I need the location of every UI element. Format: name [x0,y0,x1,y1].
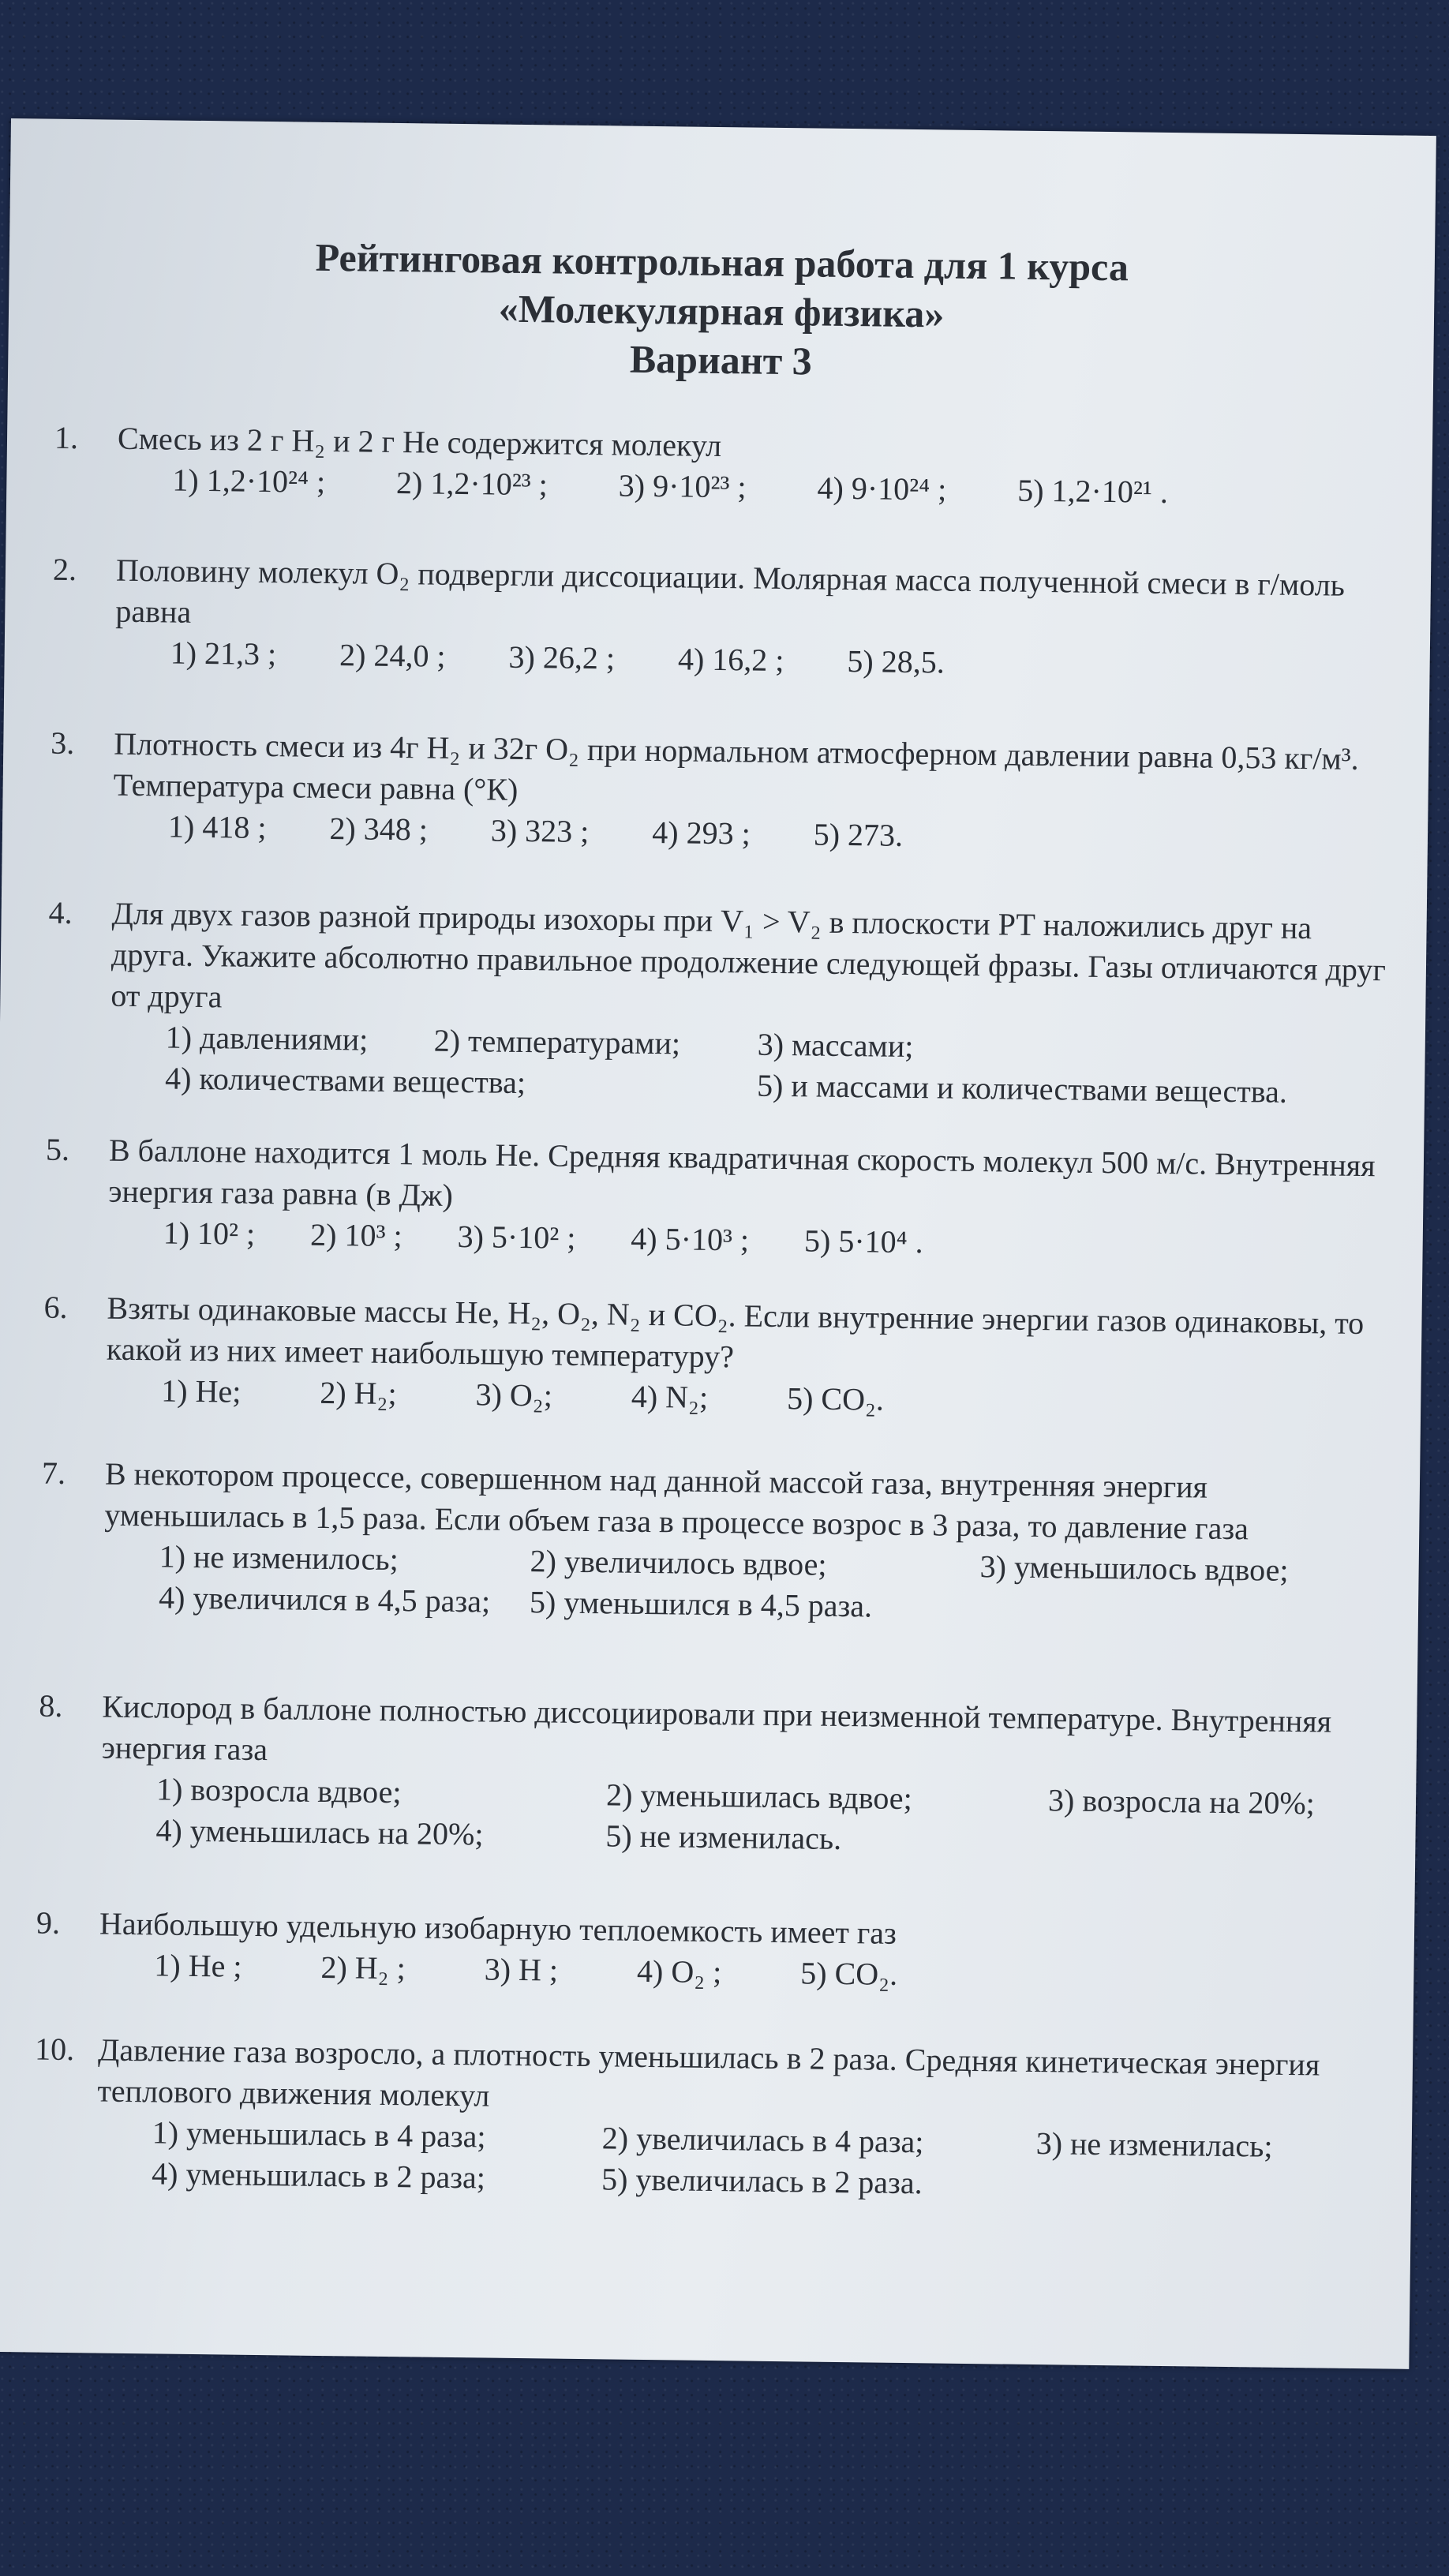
answer-option: 2) уменьшилась вдвое; [605,1777,912,1817]
answer-option: 3) O₂; [475,1376,553,1413]
answer-option: 3) 26,2 ; [508,638,616,676]
answer-option: 3) возросла на 20%; [1047,1782,1316,1822]
answer-option: 3) 5·10² ; [457,1219,576,1256]
answer-option: 5) CO₂. [786,1380,885,1417]
question-3 [50,723,1398,863]
question-text: Наибольшую удельную изобарную теплоемкость имеет газ [99,1905,897,1951]
question-number: 6. [43,1289,68,1325]
answer-option: 1) He; [161,1372,242,1410]
answer-option: 5) 1,2·10²¹ . [1017,472,1169,510]
question-number: 10. [34,2031,75,2068]
answer-option: 3) H ; [484,1951,559,1988]
answer-option: 1) 10² ; [163,1215,256,1252]
question-number: 9. [36,1904,61,1941]
page-header [8,229,1435,393]
question-number: 1. [54,419,79,456]
question-9 [36,1903,1383,2001]
answer-option: 5) CO₂. [800,1955,898,1992]
question-2 [51,549,1399,689]
answer-option: 4) O₂ ; [636,1953,722,1990]
answer-option: 2) 10³ ; [309,1216,402,1254]
header-variant: Вариант 3 [629,336,813,384]
answer-option: 2) 24,0 ; [339,637,446,674]
answer-option: 3) 9·10²³ ; [618,467,747,505]
answer-option: 4) 293 ; [652,814,751,852]
question-number: 8. [39,1687,63,1724]
answer-option: 4) 16,2 ; [677,641,784,679]
answer-option: 1) 418 ; [167,808,267,846]
header-title: Рейтинговая контрольная работа для 1 курса [315,234,1129,290]
answer-option: 4) количествами вещества; [164,1060,526,1101]
answer-option: 2) увеличилось вдвое; [530,1543,827,1582]
question-text: Половину молекул O₂ подвергли диссоциации. Молярная масса полученной смеси в г/моль равна [115,552,1346,630]
answer-option: 2) H₂; [320,1374,397,1412]
question-1 [54,417,1401,516]
question-text: В баллоне находится 1 моль He. Средняя квадратичная скорость молекул 500 м/с. Внутренняя энергия газа равна (в Дж) [108,1132,1376,1213]
answer-option: 4) 9·10²⁴ ; [817,470,947,507]
question-5 [44,1129,1392,1269]
answer-option: 4) N₂; [631,1378,709,1415]
answer-option: 4) уменьшилась в 2 раза; [151,2155,486,2196]
answer-option: 2) увеличилась в 4 раза; [601,2120,924,2160]
question-text: Плотность смеси из 4г H₂ и 32г O₂ при нормальном атмосферном давлении равна 0,53 кг/м³. Температура смеси равна (°К) [113,725,1359,807]
answer-option: 4) уменьшилась на 20%; [155,1812,484,1852]
question-text: Взяты одинаковые массы He, H₂, O₂, N₂ и CO₂. Если внутренние энергии газов одинаковы, то какой из них имеет наибольшую температуру? [106,1290,1365,1375]
question-7 [40,1453,1388,1634]
answer-option: 1) давлениями; [165,1019,369,1058]
answer-option: 5) и массами и количествами вещества. [756,1067,1288,1110]
answer-option: 1) 21,3 ; [170,635,277,672]
answer-option: 4) 5·10³ ; [631,1220,750,1258]
answer-option: 5) уменьшился в 4,5 раза. [529,1584,873,1624]
answer-option: 1) уменьшилась в 4 раза; [152,2114,486,2155]
question-text: Для двух газов разной природы изохоры при V₁ > V₂ в плоскости РТ наложились друг на друга. Укажите абсолютно правильное продолжение следующей фразы. Газы отличаются друг от друга [110,895,1387,1015]
exam-sheet [0,118,1436,2369]
answer-option: 1) возросла вдвое; [155,1771,402,1810]
answer-option: 5) увеличилась в 2 раза. [601,2161,923,2201]
answer-option: 5) 273. [813,816,904,853]
header-subject: «Молекулярная физика» [498,286,945,336]
question-number: 5. [45,1131,70,1168]
question-number: 7. [41,1455,66,1491]
question-text: Давление газа возросло, а плотность уменьшилась в 2 раза. Средняя кинетическая энергия теплового движения молекул [97,2031,1320,2114]
answer-option: 1) не изменилось; [159,1538,399,1578]
question-text: В некотором процессе, совершенном над данной массой газа, внутренняя энергия уменьшилась в 1,5 раза. Если объем газа в процессе возрос в 3 раза, то давление газа [104,1455,1249,1547]
answer-option: 3) массами; [757,1026,914,1065]
answer-option: 2) температурами; [433,1022,681,1061]
question-10 [33,2029,1381,2210]
question-number: 3. [51,724,75,762]
answer-option: 1) He ; [154,1947,242,1984]
question-text: Кислород в баллоне полностью диссоциировали при неизменной температуре. Внутренняя энергия газа [101,1688,1332,1768]
answer-option: 2) 348 ; [329,810,429,848]
question-8 [37,1686,1385,1866]
answer-option: 5) 5·10⁴ . [803,1222,923,1260]
question-4 [47,893,1395,1114]
question-number: 2. [52,551,77,588]
answer-option: 4) увеличился в 4,5 раза; [158,1579,491,1619]
answer-option: 5) 28,5. [847,642,945,680]
question-number: 4. [48,894,73,931]
question-6 [43,1287,1391,1427]
answer-option: 3) уменьшилось вдвое; [979,1548,1289,1588]
question-text: Смесь из 2 г H₂ и 2 г He содержится молекул [117,420,722,464]
answer-option: 2) 1,2·10²³ ; [395,464,549,503]
answer-option: 3) не изменилась; [1035,2125,1273,2164]
answer-option: 3) 323 ; [490,812,590,850]
answer-option: 1) 1,2·10²⁴ ; [172,462,326,500]
answer-option: 5) не изменилась. [605,1818,842,1857]
answer-option: 2) H₂ ; [320,1949,406,1986]
